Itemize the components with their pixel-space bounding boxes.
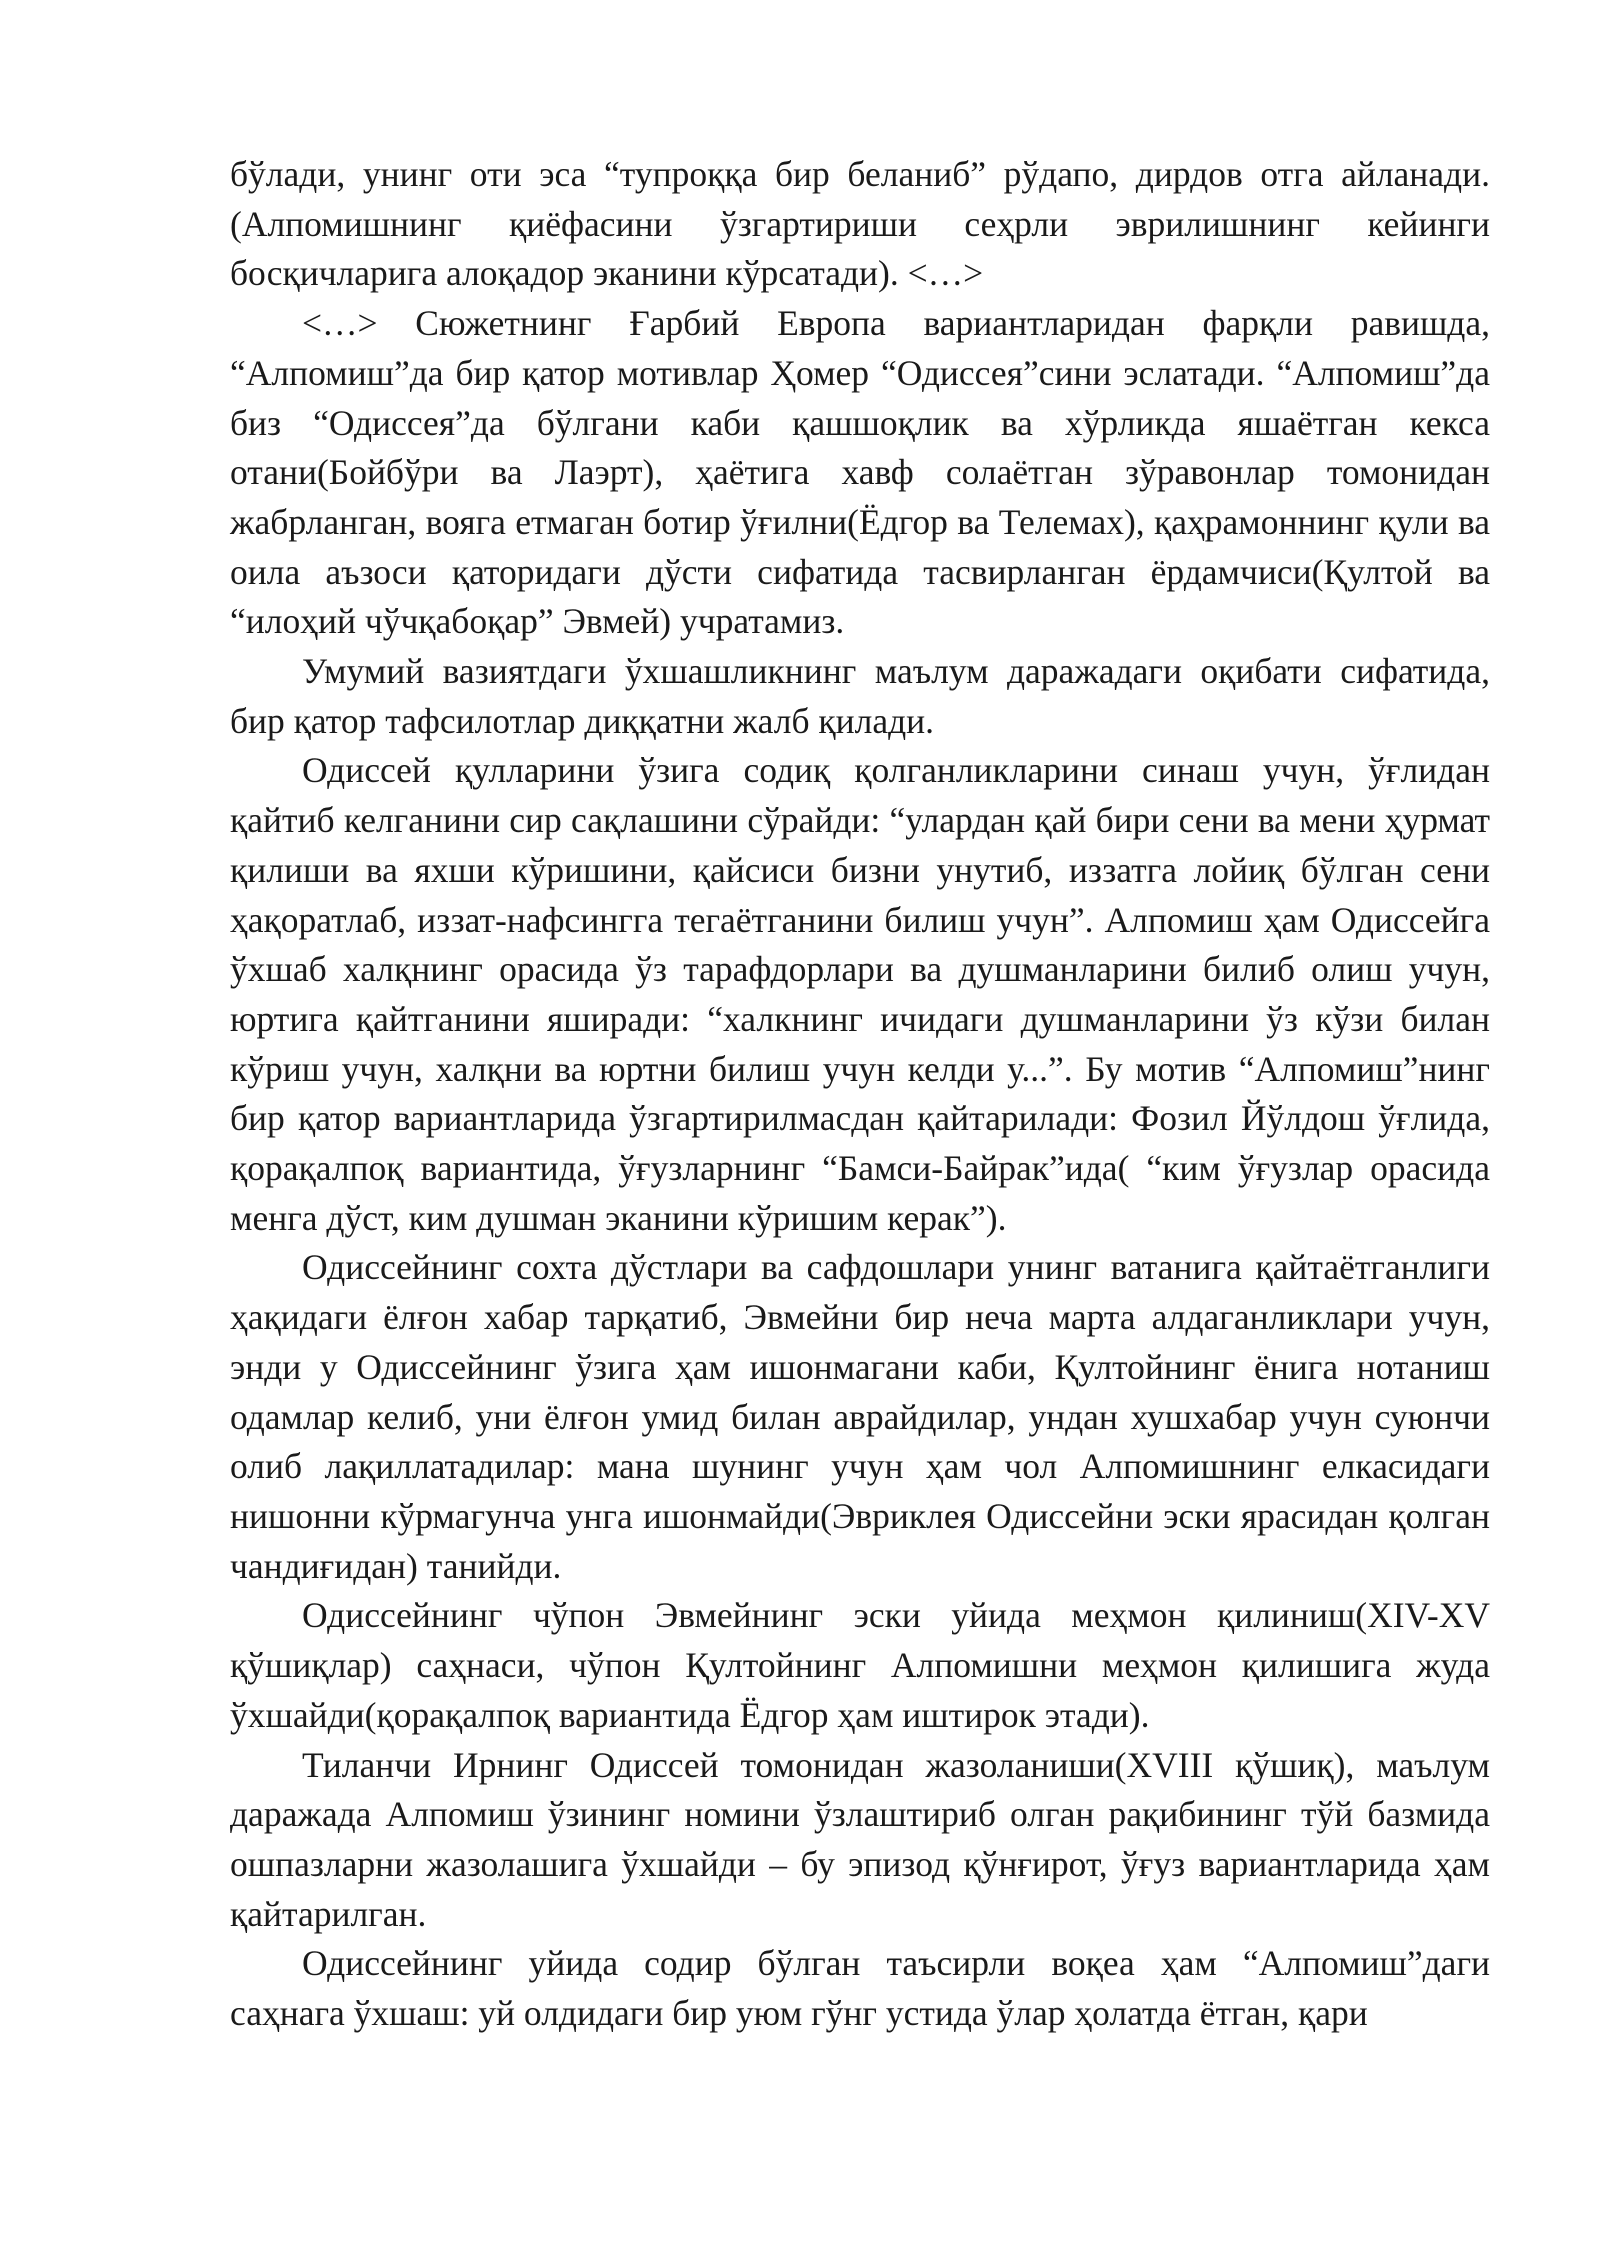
paragraph-1: бўлади, унинг оти эса “тупроққа бир беланиб” рўдапо, дирдов отга айланади. (Алпомишнинг қиёфасини ўзгартириши сеҳрли эврилишнинг кейинги босқичларига алоқадор эканини кўрсатади). <…> [230,154,1490,294]
paragraph-7: Тиланчи Ирнинг Одиссей томонидан жазоланиши(XVIII қўшиқ), маълум даражада Алпомиш ўзининг номини ўзлаштириб олган рақибининг тўй базмида ошпазларни жазолашига ўхшайди – бу эпизод қўнғирот, ўғуз вариантларида ҳам қайтарилган. [230,1744,1490,1934]
paragraph-3: Умумий вазиятдаги ўхшашликнинг маълум даражадаги оқибати сифатида, бир қатор тафсилотлар диққатни жалб қилади. [230,651,1490,741]
document-page [230,150,1490,2039]
paragraph-8: Одиссейнинг уйида содир бўлган таъсирли воқеа ҳам “Алпомиш”даги саҳнага ўхшаш: уй олдидаги бир уюм гўнг устида ўлар ҳолатда ётган, қари [230,1943,1490,2034]
paragraph-2: <…> Сюжетнинг Ғарбий Европа вариантларидан фарқли равишда, “Алпомиш”да бир қатор мотивлар Ҳомер “Одиссея”сини эслатади. “Алпомиш”да биз “Одиссея”да бўлгани каби қашшоқлик ва хўрликда яшаётган кекса отани(Бойбўри ва Лаэрт), ҳаётига хавф солаётган зўравонлар томонидан жабрланган, вояга етмаган ботир ўғилни(Ёдгор ва Телемах), қаҳрамоннинг қули ва оила аъзоси қаторидаги дўсти сифатида тасвирланган ёрдамчиси(Қултой ва “илоҳий чўчқабоқар” Эвмей) учратамиз. [230,303,1490,642]
paragraph-4: Одиссей қулларини ўзига содиқ қолганликларини синаш учун, ўғлидан қайтиб келганини сир сақлашини сўрайди: “улардан қай бири сени ва мени ҳурмат қилиши ва яхши кўришини, қайсиси бизни унутиб, иззатга лойиқ бўлган сени ҳақоратлаб, иззат-нафсингга тегаётганини билиш учун”. Алпомиш ҳам Одиссейга ўхшаб халқнинг орасида ўз тарафдорлари ва душманларини билиб олиш учун, юртига қайтганини яширади: “халкнинг ичидаги душманларини ўз кўзи билан кўриш учун, халқни ва юртни билиш учун келди у...”. Бу мотив “Алпомиш”нинг бир қатор вариантларида ўзгартирилмасдан қайтарилади: Фозил Йўлдош ўғлида, қорақалпоқ вариантида, ўғузларнинг “Бамси-Байрак”ида( “ким ўғузлар орасида менга дўст, ким душман эканини кўришим керак”). [230,750,1490,1238]
paragraph-6: Одиссейнинг чўпон Эвмейнинг эски уйида меҳмон қилиниш(XIV-XV қўшиқлар) саҳнаси, чўпон Қултойнинг Алпомишни меҳмон қилишига жуда ўхшайди(қорақалпоқ вариантида Ёдгор ҳам иштирок этади). [230,1595,1490,1735]
paragraph-5: Одиссейнинг сохта дўстлари ва сафдошлари унинг ватанига қайтаётганлиги ҳақидаги ёлғон хабар тарқатиб, Эвмейни бир неча марта алдаганликлари учун, энди у Одиссейнинг ўзига ҳам ишонмагани каби, Қултойнинг ёнига нотаниш одамлар келиб, уни ёлғон умид билан аврайдилар, ундан хушхабар учун суюнчи олиб лақиллатадилар: мана шунинг учун ҳам чол Алпомишнинг елкасидаги нишонни кўрмагунча унга ишонмайди(Эвриклея Одиссейни эски ярасидан қолган чандиғидан) танийди. [230,1247,1490,1586]
